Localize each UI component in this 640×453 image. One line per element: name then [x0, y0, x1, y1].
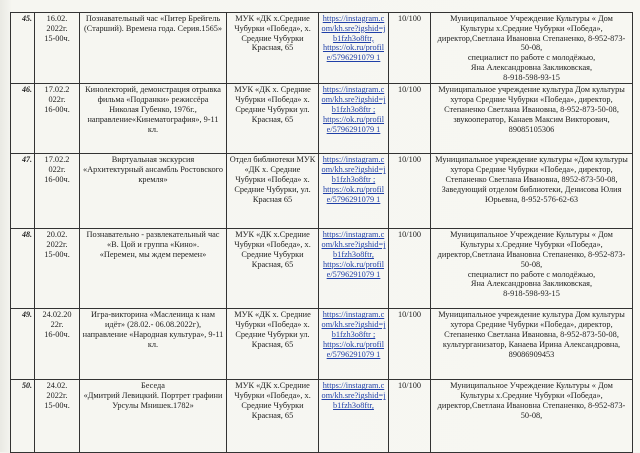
event-place: МУК «ДК х. Средние Чубурки «Победа» х. Средние Чубурки ул. Красная, 65 — [227, 84, 319, 154]
row-number: 49. — [11, 309, 35, 380]
instagram-link[interactable]: https://instagram.com/kh.sre?igshid=jb1fzh3o8ftr ; — [321, 155, 386, 185]
participants-count: 10/100 — [389, 380, 431, 453]
event-title: Игра-викторина «Масленица к нам идёт» (28.02.- 06.08.2022г), направление «Народная культура», 9-11 кл. — [80, 309, 227, 380]
event-title: Познавательный час «Питер Брейгель (Старший). Времена года. Серия.1565» — [80, 13, 227, 84]
event-date: 24.02.20 22г. 16-00ч. — [35, 309, 80, 380]
ok-link[interactable]: https://ok.ru/profile/5796291079 1 — [322, 259, 385, 279]
table-row — [11, 13, 633, 84]
organizer-info: Муниципальное учреждение культуры «Дом культуры хутора Средние Чубурки «Победа», директор, Степаненко Светлана Ивановна, 8952-873-50-08, Заведующий отделом библиотеки, Денисова Юлия Юрьевна, 8-952-576-62-63 — [431, 154, 633, 229]
ok-link[interactable]: https://ok.ru/profile/5796291079 1 — [322, 114, 385, 134]
table-row — [11, 309, 633, 380]
event-title: Виртуальная экскурсия «Архитектурный ансамбль Ростовского кремля» — [80, 154, 227, 229]
event-date: 24.02. 2022г. 15-00ч. — [35, 380, 80, 453]
event-title: Беседа «Дмитрий Левицкий. Портрет графини Урсулы Мнишек.1782» — [80, 380, 227, 453]
row-number: 45. — [11, 13, 35, 84]
ok-link[interactable]: https://ok.ru/profile/5796291079 1 — [322, 184, 385, 204]
event-date: 17.02.2 022г. 16-00ч. — [35, 154, 80, 229]
organizer-info: Муниципальное учреждение культура Дом культуры хутора Средние Чубурки «Победа», директор, Степаненко Светлана Ивановна, 8-952-873-50-08, звукооператор, Канаев Максим Викторович, 89085105306 — [431, 84, 633, 154]
event-date: 16.02. 2022г. 15-00ч. — [35, 13, 80, 84]
event-place: МУК «ДК х.Средние Чубурки «Победа», х. Средние Чубурки Красная, 65 — [227, 380, 319, 453]
event-place: МУК «ДК х.Средние Чубурки «Победа», х. Средние Чубурки Красная, 65 — [227, 229, 319, 309]
instagram-link[interactable]: https://instagram.com/kh.sre?igshid=jb1fzh3o8ftr, — [321, 381, 386, 411]
event-date: 20.02. 2022г. 15-00ч. — [35, 229, 80, 309]
participants-count: 10/100 — [389, 229, 431, 309]
instagram-link[interactable]: https://instagram.com/kh.sre?igshid=jb1fzh3o8ftr ; — [321, 310, 386, 340]
event-date: 17.02.2 022г. 16-00ч. — [35, 84, 80, 154]
events-table — [10, 12, 633, 453]
ok-link[interactable]: https://ok.ru/profile/5796291079 1 — [322, 43, 385, 63]
ok-link[interactable]: https://ok.ru/profile/5796291079 1 — [322, 339, 385, 359]
event-place: МУК «ДК х. Средние Чубурки «Победа» х. Средние Чубурки ул. Красная, 65 — [227, 309, 319, 380]
participants-count: 10/100 — [389, 84, 431, 154]
organizer-info: Муниципальное учреждение культура Дом культуры хутора Средние Чубурки «Победа», директор, Степаненко Светлана Ивановна, 8-952-873-50-08, культурганизатор, Канаева Ирина Александровна, 89086909453 — [431, 309, 633, 380]
event-links — [319, 309, 389, 380]
instagram-link[interactable]: https://instagram.com/kh.sre?igshid=jb1fzh3o8ftr, — [321, 14, 386, 43]
event-place: МУК «ДК х.Средние Чубурки «Победа», х. Средние Чубурки Красная, 65 — [227, 13, 319, 84]
row-number: 46. — [11, 84, 35, 154]
event-title: Кинолекторий, демонстрация отрывка фильма «Подранки» режиссёра Николая Губенко, 1976г., направление«Кинематография», 9-11 кл. — [80, 84, 227, 154]
table-row — [11, 154, 633, 229]
participants-count: 10/100 — [389, 154, 431, 229]
instagram-link[interactable]: https://instagram.com/kh.sre?igshid=jb1fzh3o8ftr ; — [321, 85, 386, 115]
event-links — [319, 154, 389, 229]
event-links — [319, 229, 389, 309]
participants-count: 10/100 — [389, 13, 431, 84]
table-row — [11, 84, 633, 154]
table-row — [11, 229, 633, 309]
instagram-link[interactable]: https://instagram.com/kh.sre?igshid=jb1fzh3o8ftr, — [321, 230, 386, 260]
event-links — [319, 380, 389, 453]
event-links — [319, 84, 389, 154]
participants-count: 10/100 — [389, 309, 431, 380]
event-links — [319, 13, 389, 84]
event-place: Отдел библиотеки МУК «ДК х. Средние Чубурки «Победа» х. Средние Чубурки, ул. Красная 65 — [227, 154, 319, 229]
row-number: 48. — [11, 229, 35, 309]
row-number: 50. — [11, 380, 35, 453]
row-number: 47. — [11, 154, 35, 229]
table-row — [11, 380, 633, 453]
organizer-info: Муниципальное Учреждение Культуры « Дом Культуры х.Средние Чубурки «Победа», директор,Светлана Ивановна Степаненко, 8-952-873-50-08, специалист по работе с молодёжью, Яна Александровна Закликовская, 8-918-598-93-15 — [431, 229, 633, 309]
organizer-info: Муниципальное Учреждение Культуры « Дом Культуры х.Средние Чубурки «Победа», директор,Светлана Ивановна Степаненко, 8-952-873-50-08, специалист по работе с молодёжью, Яна Александровна Закликовская, 8-918-598-93-15 — [431, 13, 633, 84]
event-title: Познавательно - развлекательный час «В. Цой и группа «Кино». «Перемен, мы ждем перемен» — [80, 229, 227, 309]
organizer-info: Муниципальное Учреждение Культуры « Дом Культуры х.Средние Чубурки «Победа», директор,Светлана Ивановна Степаненко, 8-952-873-50-08, — [431, 380, 633, 453]
